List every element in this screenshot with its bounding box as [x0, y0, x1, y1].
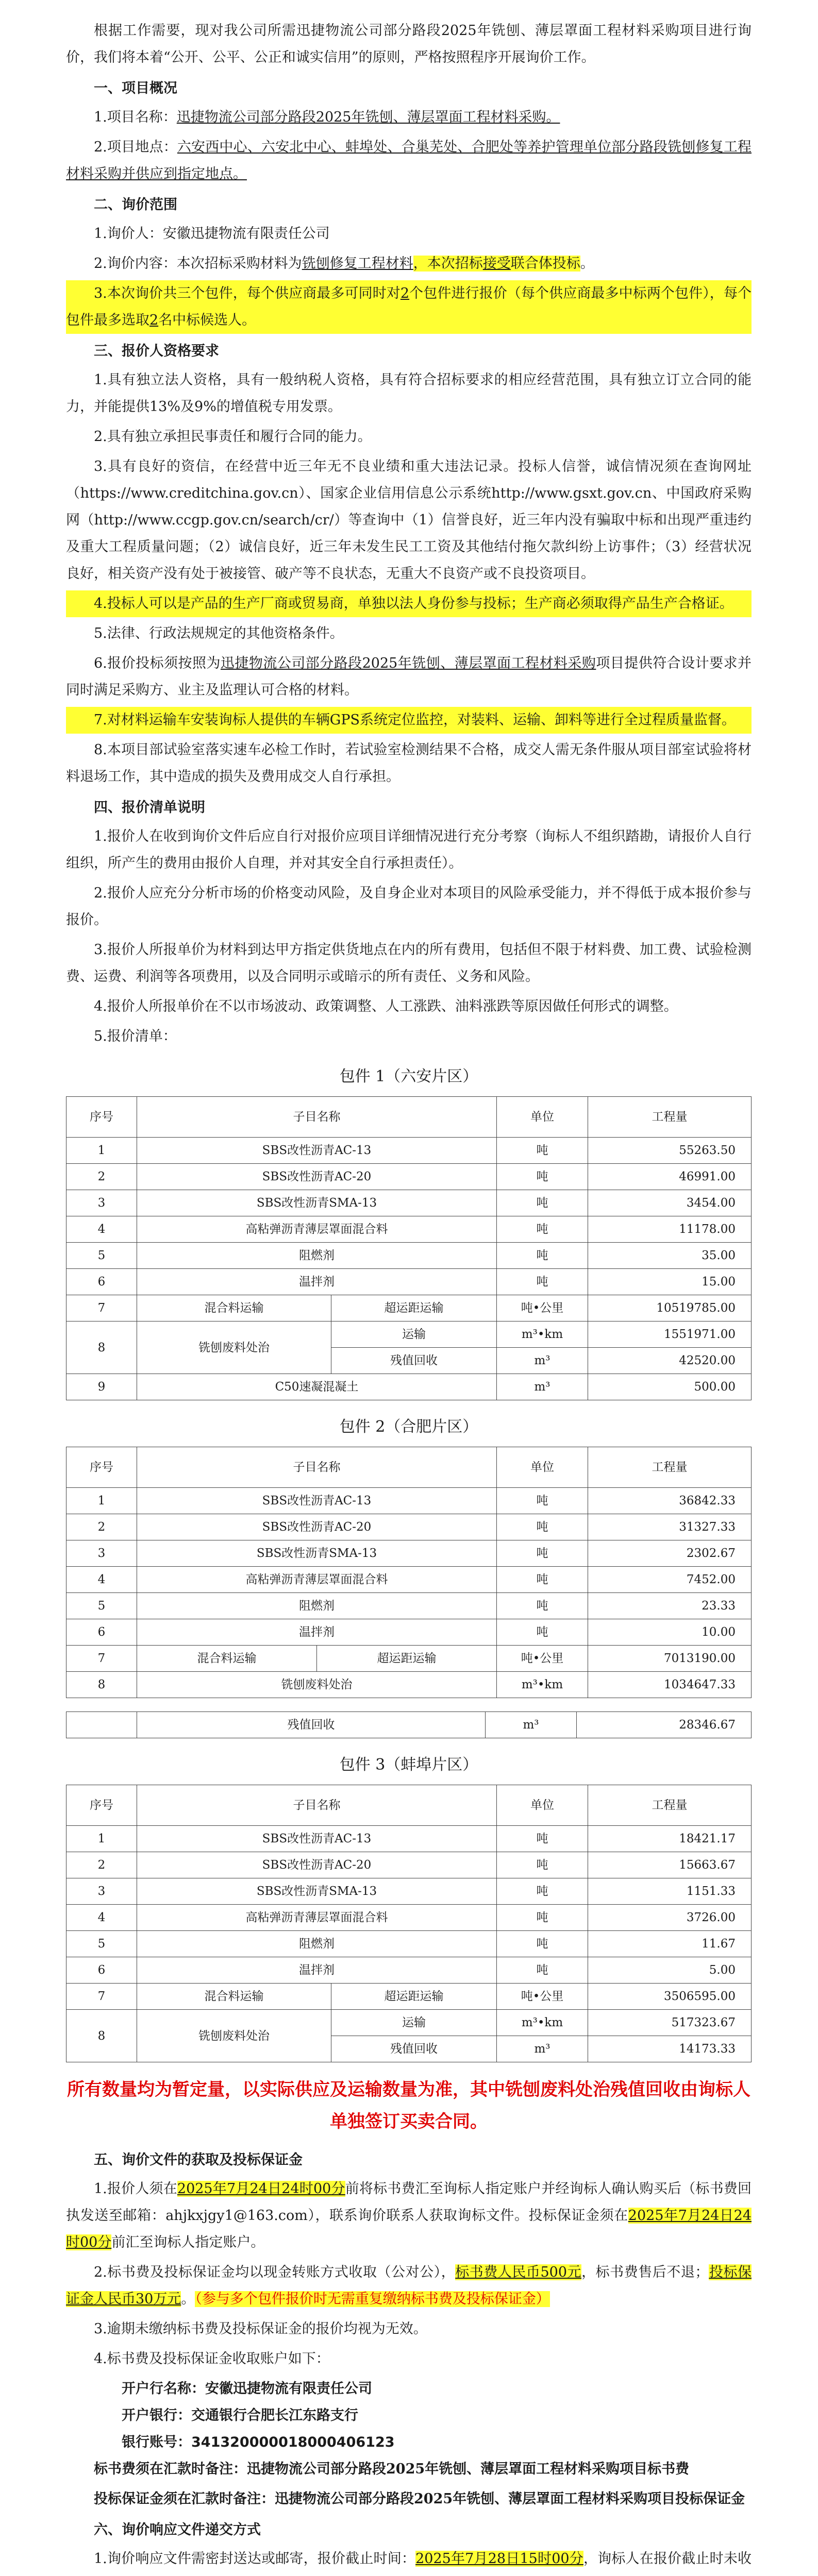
project-name: [66, 104, 752, 131]
table-row: [66, 2010, 752, 2036]
table-cell: 35.00: [588, 1243, 752, 1269]
table-cell: 2: [66, 1852, 137, 1878]
list-note-2: 2.报价人应充分分析市场的价格变动风险，及自身企业对本项目的风险承受能力，并不得低于成本报价参与报价。: [66, 885, 752, 928]
text-run: 1.项目名称：: [94, 109, 177, 125]
table-cell: 吨: [497, 1852, 588, 1878]
table-cell: 运输: [331, 1321, 496, 1348]
table-cell: 温拌剂: [137, 1619, 497, 1646]
table-cell: 吨: [497, 1190, 588, 1216]
table-cell: 3: [66, 1540, 137, 1567]
qualification-3: 3.具有良好的资信，在经营中近三年无不良业绩和重大违法记录。投标人信誉，诚信情况须在查询网址（https://www.creditchina.gov.cn）、国家企业信用信息公示系统http://www.gsxt.gov.cn、中国政府采购网（http://www.ccgp.gov.cn/search/cr/）等查询中（1）信誉良好，近三年内没有骗取中标和出现严重违约及重大工程质量问题；（2）诚信良好，近三年未发生民工工资及其他结付拖欠款纠纷上访事件；（3）经营状况良好，相关资产没有处于被接管、破产等不良状态，无重大不良资产或不良投资项目。: [66, 459, 752, 582]
table-row: [66, 1878, 752, 1905]
table-cell: SBS改性沥青AC-20: [137, 1514, 497, 1540]
table-cell: 8: [66, 2010, 137, 2062]
package-2-residual-table: [66, 1711, 752, 1738]
fee-overdue: 3.逾期未缴纳标书费及投标保证金的报价均视为无效。: [94, 2321, 427, 2337]
table-cell: 高粘弹沥青薄层罩面混合料: [137, 1567, 497, 1593]
table-cell: 5.00: [588, 1957, 752, 1984]
text-run: ，询标人在报价截止时未收: [583, 2551, 752, 2567]
text-run: 2.标书费及投标保证金均以现金转账方式收取（公对公），: [94, 2264, 456, 2280]
submission-deadline: [66, 2546, 752, 2576]
table-cell: 18421.17: [588, 1826, 752, 1852]
table-cell: 残值回收: [331, 1348, 496, 1374]
text-run: 2025年7月28日15时00分: [415, 2551, 583, 2567]
table-cell: 31327.33: [588, 1514, 752, 1540]
package-2-title: 包件 2（合肥片区）: [339, 1418, 478, 1436]
text-run: 1.报价人须在: [94, 2181, 177, 2197]
table-cell: 11178.00: [588, 1216, 752, 1243]
table-cell: 9: [66, 1374, 137, 1400]
text-run: 2.项目地点：: [94, 139, 177, 155]
table-cell: SBS改性沥青AC-13: [137, 1138, 497, 1164]
text-run: 迅捷物流公司部分路段2025年铣刨、薄层罩面工程材料采购: [220, 655, 596, 671]
text-run: 。: [181, 2291, 195, 2307]
list-note-4: 4.报价人所报单价在不以市场波动、政策调整、人工涨跌、油料涨跌等原因做任何形式的调整。: [94, 998, 678, 1014]
table-row: [66, 1243, 752, 1269]
table-cell: 36842.33: [588, 1488, 752, 1514]
table-cell: 55263.50: [588, 1138, 752, 1164]
table-row: [66, 1216, 752, 1243]
table-cell: 8: [66, 1672, 137, 1698]
table-cell: 吨: [497, 1957, 588, 1984]
table-cell: 1034647.33: [588, 1672, 752, 1698]
table-row: [66, 1619, 752, 1646]
account-number: 银行账号：341320000018000406123: [122, 2434, 395, 2450]
table-row: [66, 1321, 752, 1348]
header-qty: 工程量: [588, 1447, 752, 1488]
header-name: 子目名称: [137, 1785, 497, 1826]
text-run: 项目提供符合设计要求并同时满足采购方、业主及监理认可合格的材料。: [66, 655, 752, 698]
table-row: [66, 1138, 752, 1164]
table-cell: SBS改性沥青SMA-13: [137, 1540, 497, 1567]
section-5-title: 五、询价文件的获取及投标保证金: [94, 2152, 303, 2168]
table-cell: m³: [497, 2036, 588, 2062]
table-cell: 2302.67: [588, 1540, 752, 1567]
table-cell: 14173.33: [588, 2036, 752, 2062]
table-cell: 15663.67: [588, 1852, 752, 1878]
deposit-remark: 投标保证金须在汇款时备注：迅捷物流公司部分路段2025年铣刨、薄层罩面工程材料采购项目投标保证金: [94, 2491, 745, 2507]
table-cell: 1551971.00: [588, 1321, 752, 1348]
table-cell: 残值回收: [331, 2036, 496, 2062]
table-cell: 铣刨废料处治: [137, 1321, 331, 1374]
header-name: 子目名称: [137, 1447, 497, 1488]
table-cell: 吨•公里: [497, 1295, 588, 1321]
table-header: [66, 1447, 752, 1488]
table-cell: 超运距运输: [317, 1646, 497, 1672]
list-note-3: 3.报价人所报单价为材料到达甲方指定供货地点在内的所有费用，包括但不限于材料费、加工费、试验检测费、运费、利润等各项费用，以及合同明示或暗示的所有责任、义务和风险。: [66, 942, 752, 985]
table-cell: 7: [66, 1295, 137, 1321]
table-cell: 3: [66, 1190, 137, 1216]
quantity-notice: 所有数量均为暂定量，以实际供应及运输数量为准，其中铣刨废料处治残值回收由询标人单独签订买卖合同。: [67, 2079, 750, 2132]
qualification-5: 5.法律、行政法规规定的其他资格条件。: [94, 625, 344, 641]
table-cell: 吨: [497, 1164, 588, 1190]
package-2-table: [66, 1447, 752, 1698]
qualification-4: 4.投标人可以是产品的生产厂商或贸易商，单独以法人身份参与投标；生产商必须取得产品生产合格证。: [66, 590, 752, 617]
qualification-8: 8.本项目部试验室落实速车必检工作时，若试验室检测结果不合格，成交人需无条件服从项目部室试验将材料退场工作，其中造成的损失及费用成交人自行承担。: [66, 742, 752, 785]
table-cell: 4: [66, 1905, 137, 1931]
table-cell: SBS改性沥青AC-13: [137, 1826, 497, 1852]
text-run: （参与多个包件报价时无需重复缴纳标书费及投标保证金）: [195, 2291, 550, 2307]
section-4-title: 四、报价清单说明: [94, 800, 205, 816]
table-cell: 1151.33: [588, 1878, 752, 1905]
table-cell: 28346.67: [577, 1712, 752, 1738]
table-cell: 500.00: [588, 1374, 752, 1400]
table-row: [66, 1957, 752, 1984]
text-run: 2: [149, 312, 159, 328]
header-qty: 工程量: [588, 1097, 752, 1138]
table-cell: 5: [66, 1593, 137, 1619]
table-cell: 吨: [497, 1243, 588, 1269]
table-cell: 吨: [497, 1905, 588, 1931]
table-cell: SBS改性沥青SMA-13: [137, 1878, 497, 1905]
table-cell: 4: [66, 1567, 137, 1593]
table-cell: m³: [497, 1348, 588, 1374]
table-cell: 7: [66, 1984, 137, 2010]
account-name: 开户行名称：安徽迅捷物流有限责任公司: [122, 2381, 372, 2397]
table-cell: 4: [66, 1216, 137, 1243]
table-cell: 温拌剂: [137, 1957, 497, 1984]
table-cell: 7013190.00: [588, 1646, 752, 1672]
table-cell: 吨: [497, 1514, 588, 1540]
text-run: 前汇至询标人指定账户。: [111, 2234, 265, 2250]
list-note-5: 5.报价清单：: [94, 1028, 177, 1044]
table-cell: 吨: [497, 1138, 588, 1164]
table-row: [66, 1514, 752, 1540]
text-run: 2025年7月24日24时00分: [66, 2208, 752, 2250]
table-cell: C50速凝混凝土: [137, 1374, 497, 1400]
table-cell: 吨: [497, 1593, 588, 1619]
text-run: ，标书费售后不退；: [581, 2264, 709, 2280]
text-run: 2: [400, 285, 410, 301]
text-run: 名中标候选人。: [158, 312, 256, 328]
table-cell: m³•km: [497, 2010, 588, 2036]
table-cell: 吨: [497, 1826, 588, 1852]
table-cell: 7: [66, 1646, 137, 1672]
package-1-table: [66, 1096, 752, 1400]
table-cell: 铣刨废料处治: [137, 2010, 331, 2062]
text-run: 标书费人民币500元: [455, 2264, 582, 2280]
package-rule: [66, 280, 752, 334]
text-run: 2025年7月24日24时00分: [177, 2181, 345, 2197]
table-cell: 11.67: [588, 1931, 752, 1957]
header-unit: 单位: [497, 1785, 588, 1826]
text-run: 铣刨修复工程材料: [302, 256, 413, 272]
text-run: 投标保证金人民币30万元: [66, 2264, 752, 2307]
table-cell: 吨: [497, 1488, 588, 1514]
table-cell: 3454.00: [588, 1190, 752, 1216]
table-row: [66, 1269, 752, 1295]
fee-amount: [66, 2259, 752, 2313]
table-cell: 42520.00: [588, 1348, 752, 1374]
package-3-table: [66, 1785, 752, 2062]
inquirer: 1.询价人：安徽迅捷物流有限责任公司: [94, 226, 330, 242]
header-no: 序号: [66, 1097, 137, 1138]
table-cell: 7452.00: [588, 1567, 752, 1593]
table-cell: 阻燃剂: [137, 1593, 497, 1619]
table-row: [66, 1852, 752, 1878]
table-cell: SBS改性沥青AC-20: [137, 1164, 497, 1190]
table-cell: 1: [66, 1138, 137, 1164]
table-row: [66, 1593, 752, 1619]
header-unit: 单位: [497, 1447, 588, 1488]
table-cell: 温拌剂: [137, 1269, 497, 1295]
table-row: [66, 1374, 752, 1400]
qualification-1: 1.具有独立法人资格，具有一般纳税人资格，具有符合招标要求的相应经营范围，具有独立订立合同的能力，并能提供13%及9%的增值税专用发票。: [66, 372, 752, 415]
table-cell: 高粘弹沥青薄层罩面混合料: [137, 1216, 497, 1243]
qualification-2: 2.具有独立承担民事责任和履行合同的能力。: [94, 429, 372, 445]
text-run: 接受: [482, 256, 511, 272]
table-cell: 吨: [497, 1269, 588, 1295]
table-cell: 吨•公里: [497, 1646, 588, 1672]
table-cell: m³•km: [497, 1672, 588, 1698]
text-run: 2.询价内容：本次招标采购材料为: [94, 256, 302, 272]
account-intro: 4.标书费及投标保证金收取账户如下：: [94, 2351, 330, 2367]
text-run: 1.询价响应文件需密封送达或邮寄，报价截止时间：: [94, 2551, 416, 2567]
table-row: [66, 1567, 752, 1593]
table-cell: 6: [66, 1957, 137, 1984]
table-cell: SBS改性沥青AC-13: [137, 1488, 497, 1514]
table-cell: 混合料运输: [137, 1984, 331, 2010]
table-header: [66, 1785, 752, 1826]
text-run: 。: [580, 256, 594, 272]
header-name: 子目名称: [137, 1097, 497, 1138]
table-row: [66, 1826, 752, 1852]
table-row: [66, 1646, 752, 1672]
table-cell: 超运距运输: [331, 1295, 496, 1321]
table-cell: 阻燃剂: [137, 1243, 497, 1269]
document: [66, 0, 752, 2576]
fee-deadline: [66, 2176, 752, 2256]
table-row: [66, 1931, 752, 1957]
table-cell: 吨: [497, 1931, 588, 1957]
table-cell: 517323.67: [588, 2010, 752, 2036]
table-cell: 5: [66, 1243, 137, 1269]
table-row: [66, 1905, 752, 1931]
package-1-title: 包件 1（六安片区）: [339, 1067, 478, 1086]
table-row: [66, 1540, 752, 1567]
header-no: 序号: [66, 1785, 137, 1826]
table-cell: 铣刨废料处治: [137, 1672, 497, 1698]
section-1-title: 一、项目概况: [94, 80, 177, 96]
table-cell: SBS改性沥青AC-20: [137, 1852, 497, 1878]
table-cell: 3726.00: [588, 1905, 752, 1931]
table-cell: 阻燃剂: [137, 1931, 497, 1957]
table-cell: 2: [66, 1514, 137, 1540]
table-cell: 10519785.00: [588, 1295, 752, 1321]
table-row: [66, 1712, 752, 1738]
table-cell: 46991.00: [588, 1164, 752, 1190]
header-unit: 单位: [497, 1097, 588, 1138]
text-run: ，本次招标: [413, 256, 483, 272]
table-cell: 10.00: [588, 1619, 752, 1646]
table-cell: SBS改性沥青SMA-13: [137, 1190, 497, 1216]
table-cell: m³: [486, 1712, 577, 1738]
table-header: [66, 1097, 752, 1138]
table-cell: 高粘弹沥青薄层罩面混合料: [137, 1905, 497, 1931]
table-cell: 运输: [331, 2010, 496, 2036]
table-cell: m³: [497, 1374, 588, 1400]
qualification-7: 7.对材料运输车安装询标人提供的车辆GPS系统定位监控，对装料、运输、卸料等进行全过程质量监督。: [66, 707, 752, 734]
table-cell: 6: [66, 1269, 137, 1295]
table-cell: 混合料运输: [137, 1295, 331, 1321]
intro-paragraph: 根据工作需要，现对我公司所需迅捷物流公司部分路段2025年铣刨、薄层罩面工程材料采购项目进行询价，我们将本着“公开、公平、公正和诚实信用”的原则，严格按照程序开展询价工作。: [66, 23, 752, 65]
fee-remark: 标书费须在汇款时备注：迅捷物流公司部分路段2025年铣刨、薄层罩面工程材料采购项目标书费: [94, 2461, 690, 2477]
header-qty: 工程量: [588, 1785, 752, 1826]
table-cell: 3: [66, 1878, 137, 1905]
table-cell: 吨: [497, 1878, 588, 1905]
table-cell: 6: [66, 1619, 137, 1646]
section-3-title: 三、报价人资格要求: [94, 343, 219, 359]
text-run: 联合体投标: [510, 256, 580, 272]
table-cell: 1: [66, 1826, 137, 1852]
table-cell: 23.33: [588, 1593, 752, 1619]
table-cell: 15.00: [588, 1269, 752, 1295]
table-cell: 3506595.00: [588, 1984, 752, 2010]
text-run: 迅捷物流公司部分路段2025年铣刨、薄层罩面工程材料采购。: [176, 109, 560, 125]
project-location: [66, 134, 752, 188]
text-run: 3.本次询价共三个包件，每个供应商最多可同时对: [94, 285, 400, 301]
table-row: [66, 1295, 752, 1321]
table-row: [66, 1984, 752, 2010]
text-run: 个包件进行报价（每个供应商最多中标两个包件），每个包件最多选取: [66, 285, 752, 328]
table-cell: 1: [66, 1488, 137, 1514]
table-cell: 吨: [497, 1216, 588, 1243]
qualification-6: [66, 650, 752, 704]
text-run: 六安西中心、六安北中心、蚌埠处、合巢芜处、合肥处等养护管理单位部分路段铣刨修复工程材料采购并供应到指定地点。: [66, 139, 752, 182]
table-row: [66, 1672, 752, 1698]
list-note-1: 1.报价人在收到询价文件后应自行对报价应项目详细情况进行充分考察（询标人不组织踏勘，请报价人自行组织，所产生的费用由报价人自理，并对其安全自行承担责任）。: [66, 828, 752, 871]
table-cell: 混合料运输: [137, 1646, 317, 1672]
table-cell: 残值回收: [137, 1712, 486, 1738]
table-cell: [66, 1712, 137, 1738]
table-cell: 超运距运输: [331, 1984, 496, 2010]
table-row: [66, 1190, 752, 1216]
inquiry-content: [66, 250, 752, 277]
table-row: [66, 1164, 752, 1190]
table-cell: 吨: [497, 1540, 588, 1567]
table-cell: 吨: [497, 1567, 588, 1593]
section-2-title: 二、询价范围: [94, 197, 177, 213]
header-no: 序号: [66, 1447, 137, 1488]
text-run: 前将标书费汇至询标人指定账户并经询标人确认购买后（标书费回执发送至邮箱：ahjkxjgy1@163.com），联系询价联系人获取询标文件。投标保证金须在: [66, 2181, 752, 2224]
section-6-title: 六、询价响应文件递交方式: [94, 2522, 261, 2538]
table-cell: m³•km: [497, 1321, 588, 1348]
table-cell: 8: [66, 1321, 137, 1374]
table-cell: 吨: [497, 1619, 588, 1646]
package-3-title: 包件 3（蚌埠片区）: [339, 1756, 478, 1774]
table-row: [66, 1488, 752, 1514]
text-run: 6.报价投标须按照为: [94, 655, 221, 671]
table-cell: 吨•公里: [497, 1984, 588, 2010]
table-cell: 5: [66, 1931, 137, 1957]
table-cell: 2: [66, 1164, 137, 1190]
account-bank: 开户银行：交通银行合肥长江东路支行: [122, 2408, 358, 2424]
